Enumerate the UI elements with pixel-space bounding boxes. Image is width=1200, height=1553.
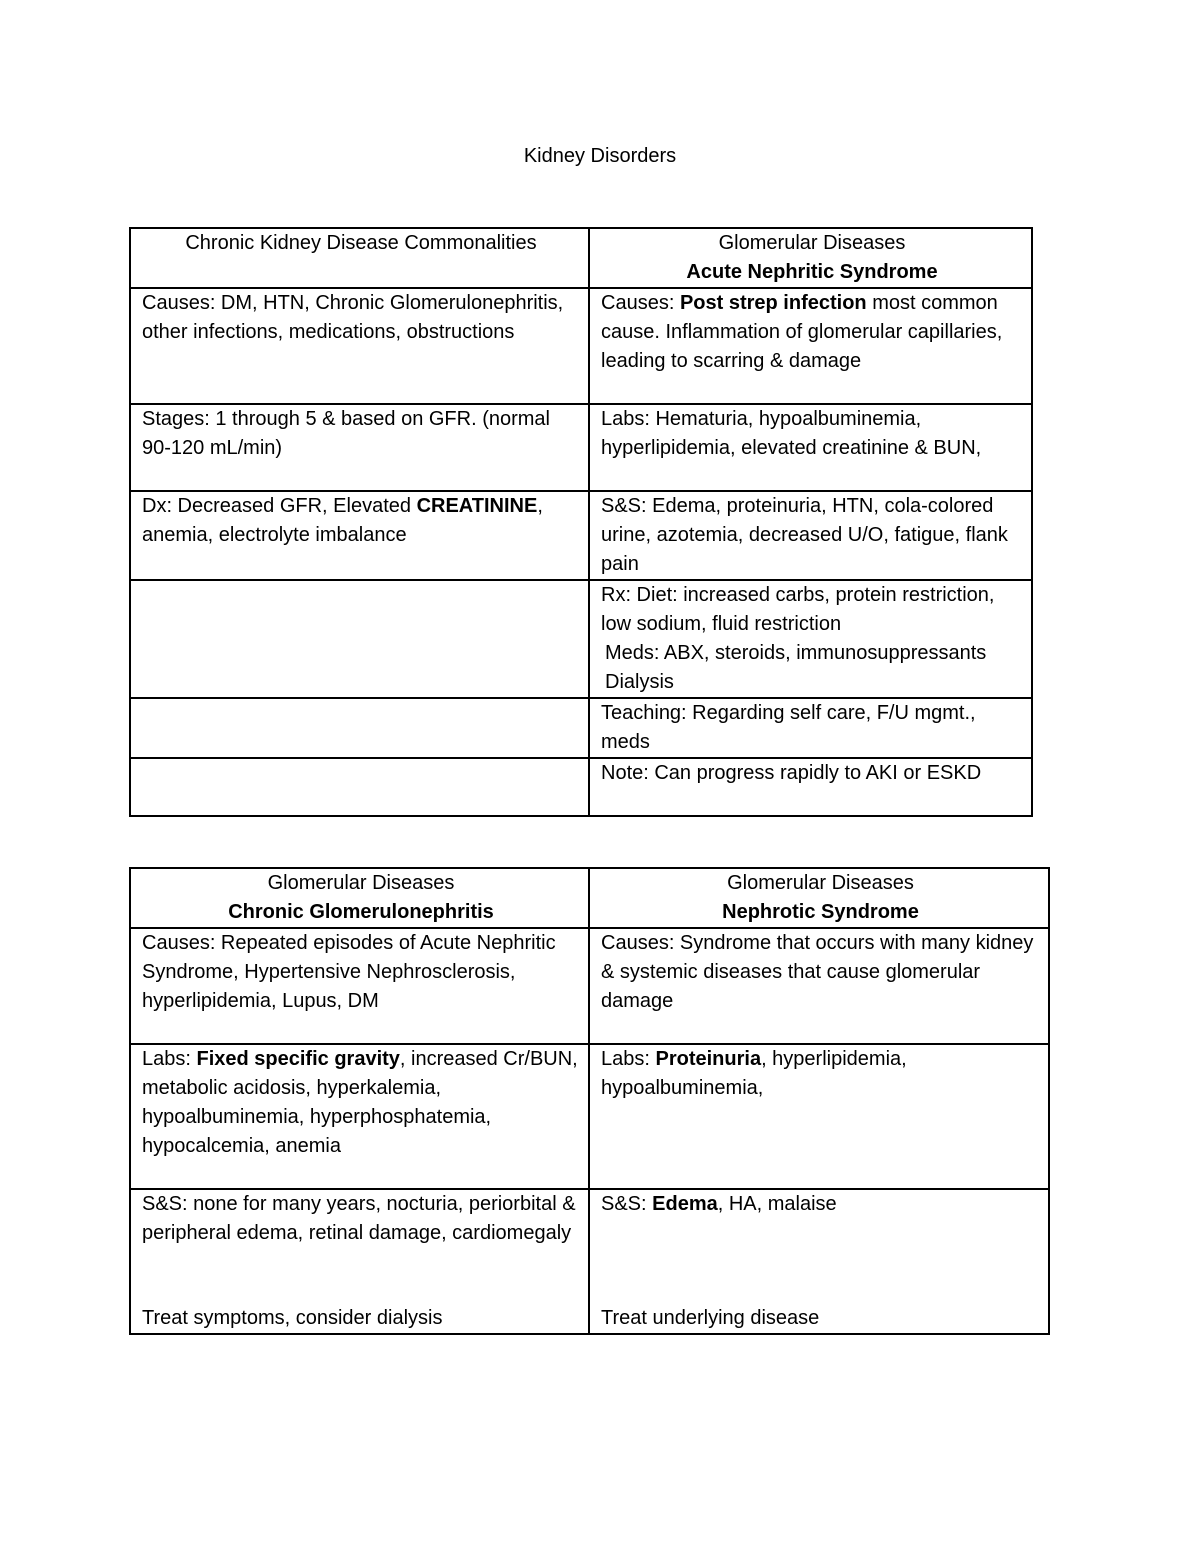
cell-acute-rx (589, 580, 1032, 698)
ckd-stages-text: Stages: 1 through 5 & based on GFR. (normal 90-120 mL/min) (142, 408, 550, 459)
cell-nephrotic-causes (589, 928, 1049, 1044)
acute-causes-post: most common cause. Inflammation of glomerular capillaries, leading to scarring & damage (601, 292, 1003, 372)
nephrotic-labs-bold: Proteinuria (655, 1048, 762, 1070)
header-cell-ckd (130, 228, 589, 288)
cell-acute-labs (589, 404, 1032, 491)
cell-ckd-dx (130, 491, 589, 580)
table-row (130, 288, 1032, 404)
acute-rx-dialysis: Dialysis (605, 671, 674, 693)
cell-acute-causes (589, 288, 1032, 404)
nephrotic-labs-post: , hyperlipidemia, hypoalbuminemia, (601, 1048, 907, 1099)
cell-acute-note (589, 758, 1032, 816)
cell-nephrotic-ss (589, 1189, 1049, 1334)
chronic-labs-bold: Fixed specific gravity (196, 1048, 400, 1070)
header-cell-nephrotic (589, 868, 1049, 928)
nephrotic-ss-post: , HA, malaise (717, 1193, 837, 1215)
acute-causes-bold: Post strep infection (679, 292, 867, 314)
acute-teaching-text: Teaching: Regarding self care, F/U mgmt., meds (601, 702, 976, 753)
table-row (130, 580, 1032, 698)
ckd-dx-bold: CREATININE (416, 495, 538, 517)
acute-ss-text: S&S: Edema, proteinuria, HTN, cola-colored urine, azotemia, decreased U/O, fatigue, flank pain (601, 495, 1008, 575)
ckd-dx-pre: Dx: Decreased GFR, Elevated (142, 495, 417, 517)
nephrotic-labs-pre: Labs: (601, 1048, 656, 1070)
header-glomerular-label: Glomerular Diseases (267, 872, 455, 894)
ckd-causes-text: Causes: DM, HTN, Chronic Glomerulonephritis, other infections, medications, obstructions (142, 292, 564, 343)
table-row (130, 698, 1032, 758)
cell-ckd-stages (130, 404, 589, 491)
cell-acute-teaching (589, 698, 1032, 758)
header-acute-nephritic-label: Acute Nephritic Syndrome (686, 261, 938, 283)
cell-chronic-causes (130, 928, 589, 1044)
table-row (130, 491, 1032, 580)
header-glomerular-label: Glomerular Diseases (727, 872, 914, 894)
header-chronic-gn-label: Chronic Glomerulonephritis (228, 901, 494, 923)
cell-empty (130, 580, 589, 698)
table-row (130, 404, 1032, 491)
acute-causes-pre: Causes: (601, 292, 680, 314)
header-ckd-label: Chronic Kidney Disease Commonalities (185, 232, 537, 254)
acute-note-text: Note: Can progress rapidly to AKI or ESKD (601, 762, 982, 784)
cell-empty (130, 698, 589, 758)
table-row (130, 1189, 1049, 1334)
chronic-labs-pre: Labs: (142, 1048, 197, 1070)
table-header-row (130, 868, 1049, 928)
cell-chronic-labs (130, 1044, 589, 1189)
nephrotic-treatment-text: Treat underlying disease (601, 1307, 820, 1329)
ckd-dx-post: , anemia, electrolyte imbalance (142, 495, 543, 546)
ckd-acute-nephritic-table (129, 227, 1033, 817)
table-row (130, 1044, 1049, 1189)
nephrotic-ss-bold: Edema (652, 1193, 718, 1215)
chronic-ss-text: S&S: none for many years, nocturia, periorbital & peripheral edema, retinal damage, cardiomegaly (142, 1193, 576, 1244)
nephrotic-causes-text: Causes: Syndrome that occurs with many kidney & systemic diseases that cause glomerular damage (601, 932, 1034, 1012)
chronic-causes-text: Causes: Repeated episodes of Acute Nephritic Syndrome, Hypertensive Nephrosclerosis, hyperlipidemia, Lupus, DM (142, 932, 556, 1012)
cell-chronic-ss (130, 1189, 589, 1334)
cell-nephrotic-labs (589, 1044, 1049, 1189)
acute-rx-meds: Meds: ABX, steroids, immunosuppressants (605, 642, 987, 664)
table-row (130, 928, 1049, 1044)
cell-empty (130, 758, 589, 816)
acute-rx-diet: Rx: Diet: increased carbs, protein restriction, low sodium, fluid restriction (601, 584, 995, 635)
header-glomerular-label: Glomerular Diseases (718, 232, 906, 254)
cell-acute-ss (589, 491, 1032, 580)
header-cell-acute-nephritic (589, 228, 1032, 288)
acute-labs-text: Labs: Hematuria, hypoalbuminemia, hyperlipidemia, elevated creatinine & BUN, (601, 408, 982, 459)
cell-ckd-causes (130, 288, 589, 404)
header-nephrotic-label: Nephrotic Syndrome (722, 901, 919, 923)
page-title: Kidney Disorders (523, 145, 677, 167)
table-header-row (130, 228, 1032, 288)
table-row (130, 758, 1032, 816)
chronic-treatment-text: Treat symptoms, consider dialysis (142, 1307, 443, 1329)
chronic-labs-post: , increased Cr/BUN, metabolic acidosis, hyperkalemia, hypoalbuminemia, hyperphosphatemia, hypocalcemia, anemia (142, 1048, 578, 1157)
chronic-nephrotic-table (129, 867, 1050, 1335)
nephrotic-ss-pre: S&S: (601, 1193, 653, 1215)
header-cell-chronic-gn (130, 868, 589, 928)
